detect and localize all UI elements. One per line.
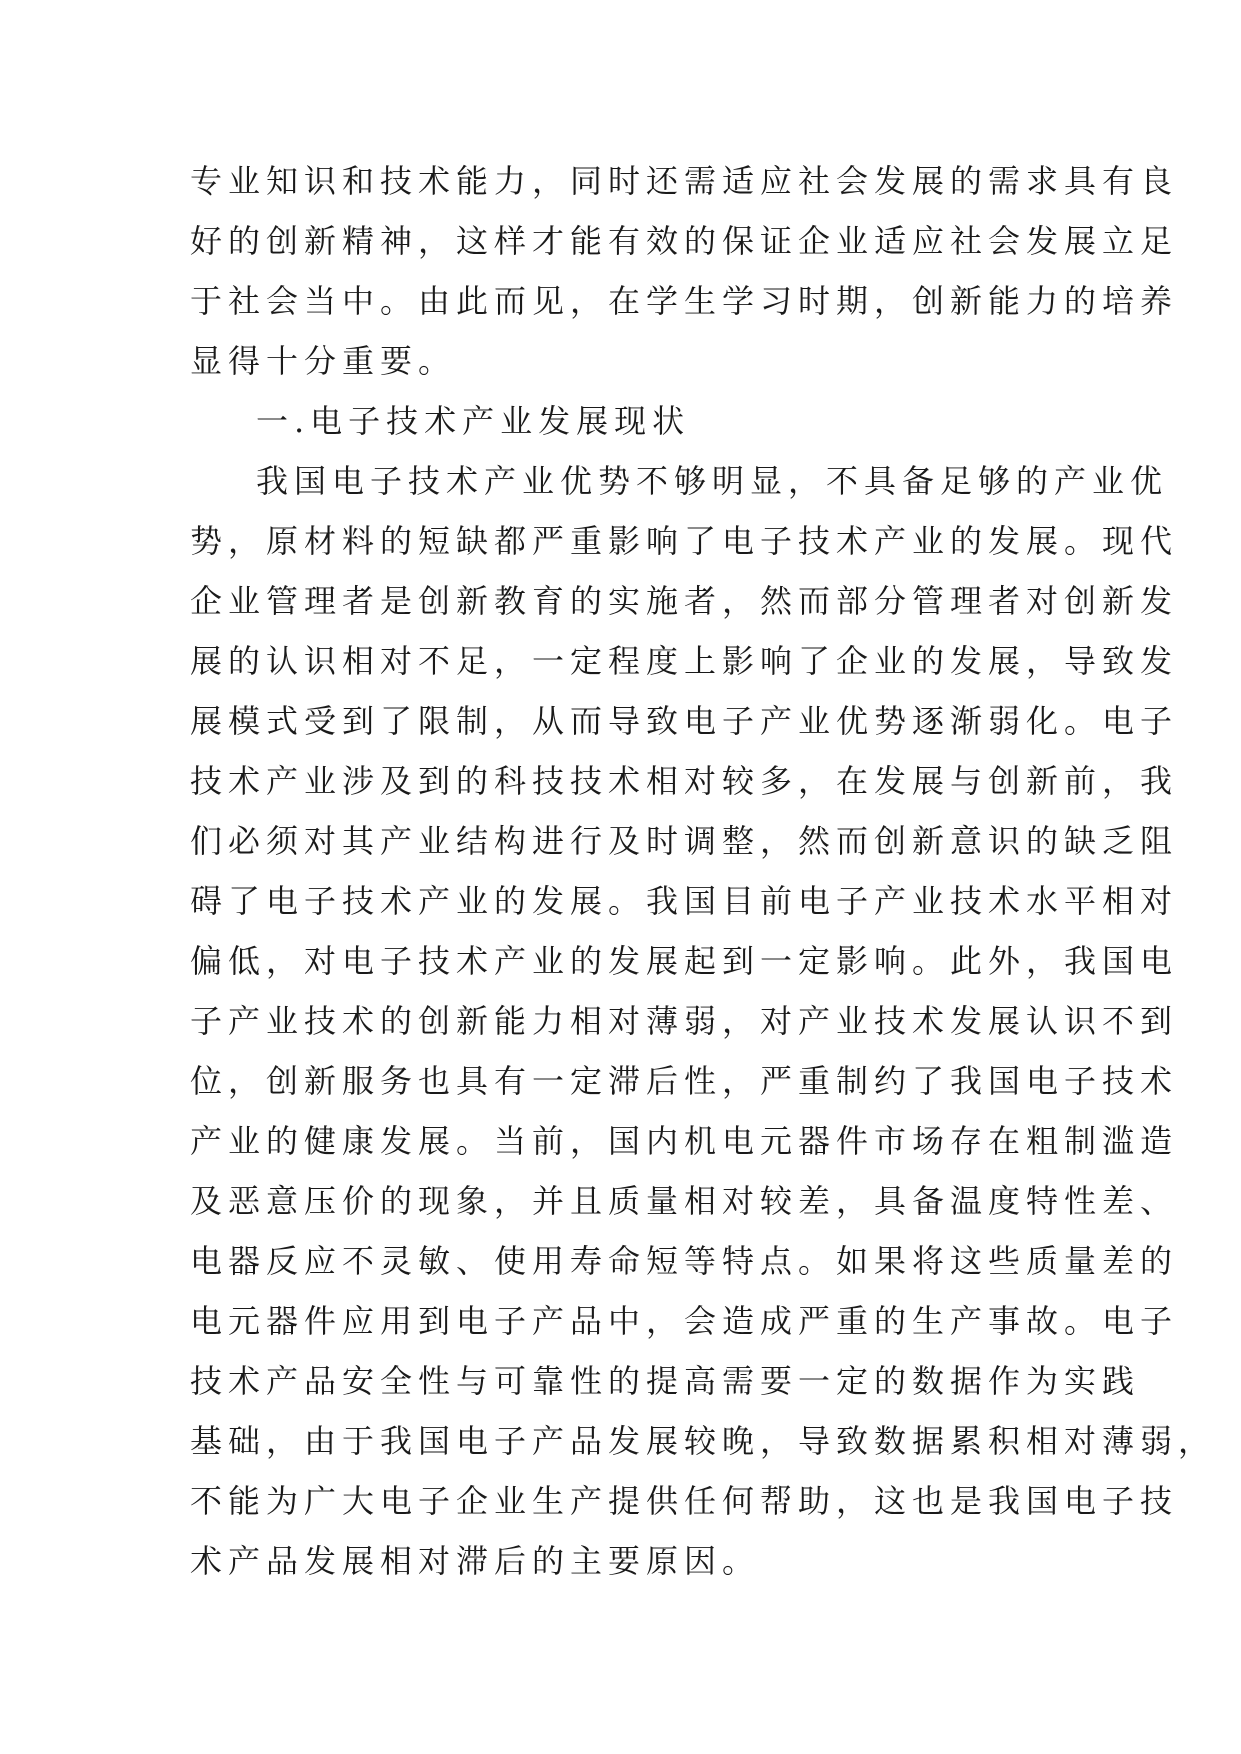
paragraph-line: 于社会当中。由此而见，在学生学习时期，创新能力的培养 (190, 282, 1179, 320)
paragraph-line: 我国电子技术产业优势不够明显，不具备足够的产业优 (256, 462, 1169, 500)
paragraph-line: 势，原材料的短缺都严重影响了电子技术产业的发展。现代 (190, 522, 1179, 560)
paragraph-line: 展的认识相对不足，一定程度上影响了企业的发展，导致发 (190, 642, 1179, 680)
paragraph-line: 产业的健康发展。当前，国内机电元器件市场存在粗制滥造 (190, 1122, 1179, 1160)
paragraph-line: 子产业技术的创新能力相对薄弱，对产业技术发展认识不到 (190, 1002, 1179, 1040)
body-paragraph (190, 451, 1217, 1591)
paragraph-line: 不能为广大电子企业生产提供任何帮助，这也是我国电子技 (190, 1482, 1179, 1520)
section-heading: 一.电子技术产业发展现状 (256, 402, 691, 440)
paragraph-line: 技术产品安全性与可靠性的提高需要一定的数据作为实践 (190, 1362, 1141, 1400)
paragraph-line: 技术产业涉及到的科技技术相对较多，在发展与创新前，我 (190, 762, 1179, 800)
paragraph-line: 展模式受到了限制，从而导致电子产业优势逐渐弱化。电子 (190, 702, 1179, 740)
paragraph-line: 好的创新精神，这样才能有效的保证企业适应社会发展立足 (190, 222, 1179, 260)
paragraph-line: 显得十分重要。 (190, 342, 457, 380)
paragraph-line: 偏低，对电子技术产业的发展起到一定影响。此外，我国电 (190, 942, 1179, 980)
paragraph-line: 术产品发展相对滞后的主要原因。 (190, 1542, 761, 1580)
paragraph-line: 电元器件应用到电子产品中，会造成严重的生产事故。电子 (190, 1302, 1179, 1340)
paragraph-line: 碍了电子技术产业的发展。我国目前电子产业技术水平相对 (190, 882, 1179, 920)
paragraph-line: 位，创新服务也具有一定滞后性，严重制约了我国电子技术 (190, 1062, 1179, 1100)
paragraph-line: 企业管理者是创新教育的实施者，然而部分管理者对创新发 (190, 582, 1179, 620)
paragraph-line: 及恶意压价的现象，并且质量相对较差，具备温度特性差、 (190, 1182, 1179, 1220)
intro-paragraph (190, 151, 1179, 391)
paragraph-line: 们必须对其产业结构进行及时调整，然而创新意识的缺乏阻 (190, 822, 1179, 860)
paragraph-line: 专业知识和技术能力，同时还需适应社会发展的需求具有良 (190, 162, 1179, 200)
paragraph-line: 电器反应不灵敏、使用寿命短等特点。如果将这些质量差的 (190, 1242, 1179, 1280)
paragraph-line: 基础，由于我国电子产品发展较晚，导致数据累积相对薄弱， (190, 1422, 1217, 1460)
section-heading-block (190, 391, 1058, 451)
